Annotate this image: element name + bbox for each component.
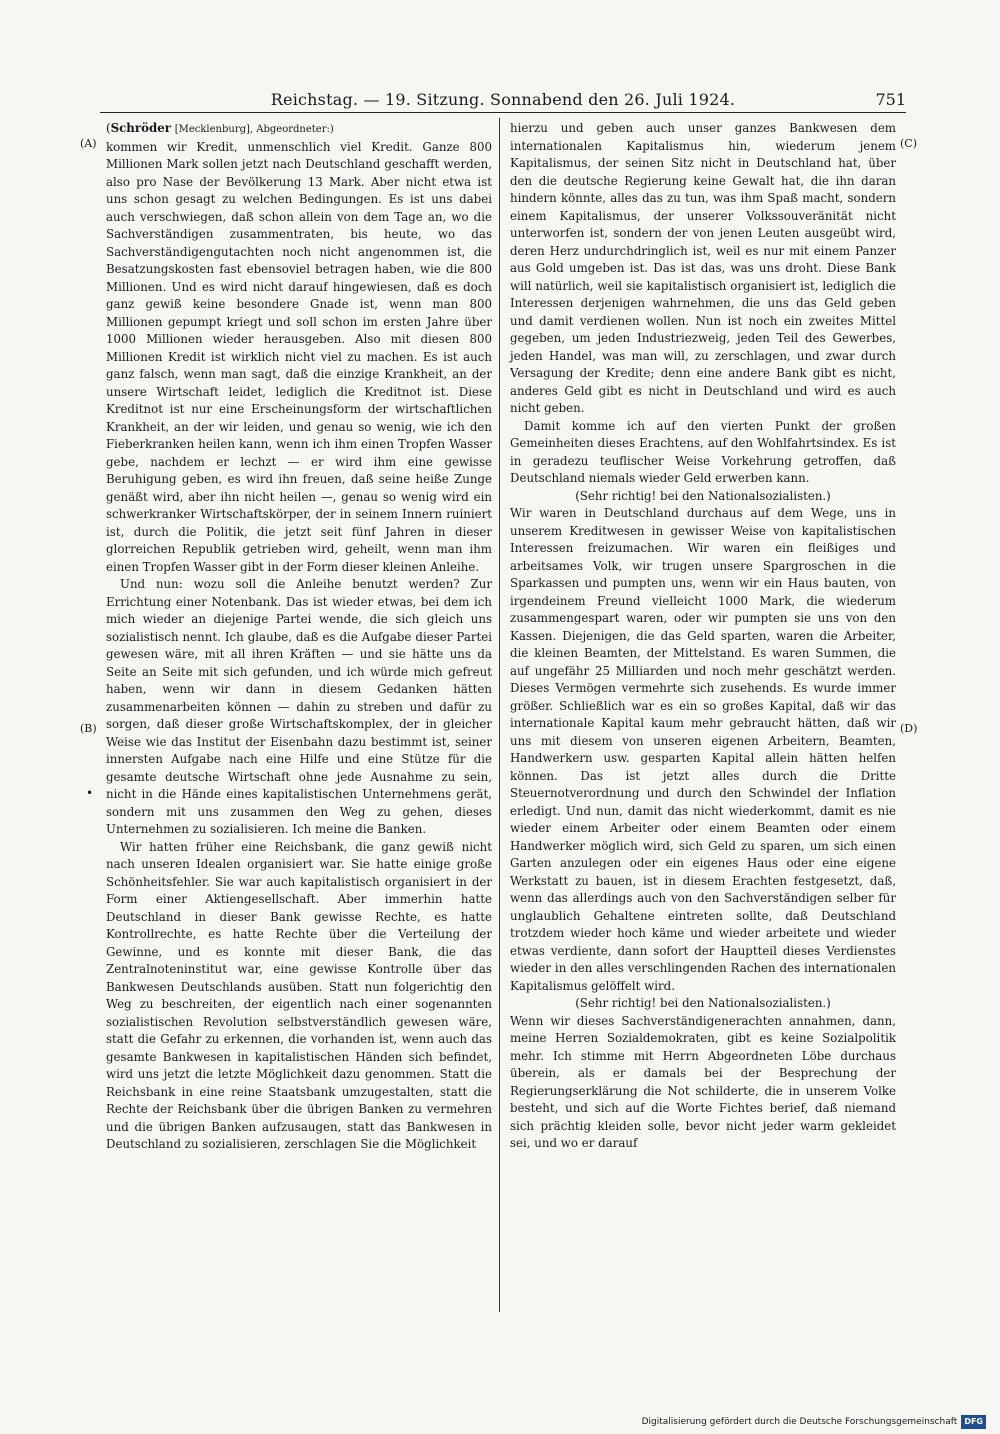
dfg-logo: DFG [961,1415,986,1429]
page-number: 751 [875,90,906,109]
speaker-detail: [Mecklenburg], Abgeordneter:) [174,124,334,135]
column-divider [499,118,500,1312]
speaker-name: Schröder [110,121,171,135]
paragraph: Wenn wir dieses Sachverständigenerachten annahmen, dann, meine Herren Sozialdemokraten, gibt es keine Sozialpolitik mehr. Ich stimme mit Herrn Abgeordneten Löbe durchaus überein, als er damals bei der Besprechung der Regierungserklärung die Not schilderte, die in unserem Volke besteht, und sich auf die Worte Fichtes berief, daß niemand sich prächtig kleiden solle, bevor nicht jeder warm gekleidet sei, und wo er darauf [510,1013,896,1150]
margin-marker-a: (A) [80,137,97,150]
footer [642,1414,986,1430]
speaker-line: (Schröder [Mecklenburg], Abgeordneter:) [106,121,334,135]
paragraph: Damit komme ich auf den vierten Punkt der großen Gemeinheiten dieses Erachtens, auf den Wohlfahrtsindex. Es ist in geradezu teuflischer Weise Vorkehrung getroffen, daß Deutschland niemals wieder Geld erwerben kann. [510,418,896,485]
header-title: Reichstag. — 19. Sitzung. Sonnabend den 26. Juli 1924. [270,90,736,109]
interjection: (Sehr richtig! bei den Nationalsozialisten.) [575,488,831,503]
paragraph: Und nun: wozu soll die Anleihe benutzt werden? Zur Errichtung einer Notenbank. Das ist wieder etwas, bei dem ich mich wieder an diejenige Partei wende, die sich gleich uns sozialistisch nennt. Ich glaube, daß es die Aufgabe dieser Partei gewesen wäre, mit all ihren Kräften — und sie hätte uns da Seite an Seite mit sich gefunden, und ich würde mich gefreut haben, wenn wir dann in diesem Gedanken hätten zusammenarbeiten können — dahin zu streben und dafür zu sorgen, daß dieser große Wirtschaftskomplex, der in gleicher Weise wie das Institut der Eisenbahn dazu bestimmt ist, seiner innersten Aufgabe nach eine Hilfe und eine Stütze für die gesamte deutsche Wirtschaft ohne jede Ausnahme zu sein, nicht in die Hände eines kapitalistischen Unternehmens gerät, sondern mit uns zusammen den Weg zu gehen, dieses Unternehmen zu sozialisieren. Ich meine die Banken. [106,577,492,836]
page-header [100,88,906,113]
left-column [106,120,492,1154]
margin-marker-d: (D) [900,722,918,735]
right-column [510,120,896,1153]
footer-text: Digitalisierung gefördert durch die Deutsche Forschungsgemeinschaft [641,1417,958,1427]
margin-marker-c: (C) [900,137,917,150]
paragraph: Wir waren in Deutschland durchaus auf dem Wege, uns in unserem Kreditwesen in gewisser Weise von kapitalistischen Interessen freizumachen. Wir waren ein fleißiges und arbeitsames Volk, wir trugen unsere Spargroschen in die Sparkassen und pumpten uns, wenn wir ein Haus bauten, von irgendeinem Freund vielleicht 1000 Mark, die wiederum zusammengespart waren, oder wir pumpten sie uns von den Kassen. Diejenigen, die das Geld sparten, waren die Arbeiter, die kleinen Beamten, der Mittelstand. Es waren Summen, die auf ungefähr 25 Milliarden und noch mehr geschätzt werden. Dieses Vermögen vermehrte sich zusehends. Es wurde immer größer. Schließlich war es ein so großes Kapital, daß wir das internationale Kapital kaum mehr gebraucht hätten, daß wir uns mit diesem von unseren eigenen Arbeitern, Beamten, Handwerkern usw. gesparten Kapital allein hätten helfen können. Das ist jetzt alles durch die Dritte Steuernotverordnung und durch den Schwindel der Inflation erledigt. Und nun, damit das nicht wiederkommt, damit es nie wieder einem Arbeiter oder einem Beamten oder einem Handwerker möglich wird, sich Geld zu sparen, um sich einen Garten anzulegen oder ein eigenes Haus oder eine eigene Werkstatt zu bauen, ist in diesem Erachten festgesetzt, daß, wenn das allerdings auch von den Sachverständigen selber für unglaublich Gehaltene eintreten sollte, daß Deutschland trotzdem wieder hoch käme und wieder arbeitete und wieder etwas verdiente, dann sofort der Hauptteil dieses Verdienstes wieder in den alles verschlingenden Rachen des internationalen Kapitalismus gelöffelt wird. [510,506,896,993]
paragraph: hierzu und geben auch unser ganzes Bankwesen dem internationalen Kapitalismus hin, wiederum jenem Kapitalismus, der seinen Sitz nicht in Deutschland hat, über den die deutsche Regierung keine Gewalt hat, die ihn daran hindern könnte, alles das zu tun, was ihm Spaß macht, sondern einem Kapitalismus, der unserer Volkssouveränität nicht unterworfen ist, sondern der von jenen Leuten ausgeübt wird, deren Herz undurchdringlich ist, weil es nur mit einem Panzer aus Gold umgeben ist. Das ist das, was uns droht. Diese Bank will natürlich, weil sie kapitalistisch organisiert ist, lediglich die Interessen derjenigen wahrnehmen, die uns das Geld geben und damit verdienen wollen. Nun ist noch ein zweites Mittel gegeben, um jeden Industriezweig, jeden Teil des Gewerbes, jeden Handel, was man will, zu zerschlagen, und zwar durch Versagung der Kredite; denn eine andere Bank gibt es nicht, anderes Geld gibt es nicht in Deutschland und wird es auch nicht geben. [510,121,896,415]
margin-dot: • [86,786,94,800]
margin-marker-b: (B) [80,722,97,735]
paragraph: kommen wir Kredit, unmenschlich viel Kredit. Ganze 800 Millionen Mark sollen jetzt nach Deutschland geschafft werden, also pro Nase der Bevölkerung 13 Mark. Aber nicht etwa ist uns schon gesagt zu welchen Bedingungen. Es ist uns dabei auch verschwiegen, daß schon allein von dem Tage an, wo die Sachverständigen zusammentraten, bis heute, wo das Sachverständigengutachten noch nicht angenommen ist, die Besatzungskosten fast ebensoviel betragen haben, wie die 800 Millionen. Und es wird nicht darauf hingewiesen, daß es doch ganz gewiß keine besondere Gnade ist, wenn man 800 Millionen gepumpt kriegt und soll schon im ersten Jahre über 1000 Millionen wieder herausgeben. Also mit diesen 800 Millionen Kredit ist wirklich nicht viel zu machen. Es ist auch ganz falsch, wenn man sagt, daß die einzige Krankheit, an der unsere Wirtschaft leidet, lediglich die Kreditnot ist. Diese Kreditnot ist nur eine Erscheinungsform der wirtschaftlichen Krankheit, an der wir leiden, und genau so wenig, wie ich den Fieberkranken heilen kann, wenn ich ihm einen Tropfen Wasser gebe, nachdem er lechzt — er wird ihm eine gewisse Beruhigung geben, es wird ihn freuen, daß seine heiße Zunge genäßt wird, aber ihn nicht heilen —, genau so wenig wird ein schwerkranker Wirtschaftskörper, der in seinem Innern ruiniert ist, durch die Politik, die jetzt seit fünf Jahren in dieser glorreichen Republik getrieben wird, geheilt, wenn man ihm einen Tropfen Wasser gibt in der Form dieser kleinen Anleihe. [106,139,492,574]
interjection: (Sehr richtig! bei den Nationalsozialisten.) [575,996,831,1010]
paragraph: Wir hatten früher eine Reichsbank, die ganz gewiß nicht nach unseren Idealen organisiert war. Sie hatte einige große Schönheitsfehler. Sie war auch kapitalistisch organisiert in der Form einer Aktiengesellschaft. Aber immerhin hatte Deutschland in dieser Bank gewisse Rechte, es hatte Kontrollrechte, es hatte Rechte über die Verteilung der Gewinne, und es konnte mit dieser Bank, die das Zentralnoteninstitut war, eine gewisse Kontrolle über das Bankwesen Deutschlands ausüben. Statt nun folgerichtig den Weg zu beschreiten, der eigentlich nach einer sogenannten sozialistischen Revolution selbstverständlich gewesen wäre, statt die Gefahr zu erkennen, die vorhanden ist, wenn auch das gesamte Bankwesen in kapitalistischen Händen sich befindet, wird uns jetzt die letzte Möglichkeit dazu genommen. Statt die Reichsbank in eine reine Staatsbank umzugestalten, statt die Rechte der Reichsbank über die übrigen Banken zu vermehren und die übrigen Banken aufzusaugen, statt das Bankwesen in Deutschland zu sozialisieren, zerschlagen Sie die Möglichkeit [106,839,492,1151]
